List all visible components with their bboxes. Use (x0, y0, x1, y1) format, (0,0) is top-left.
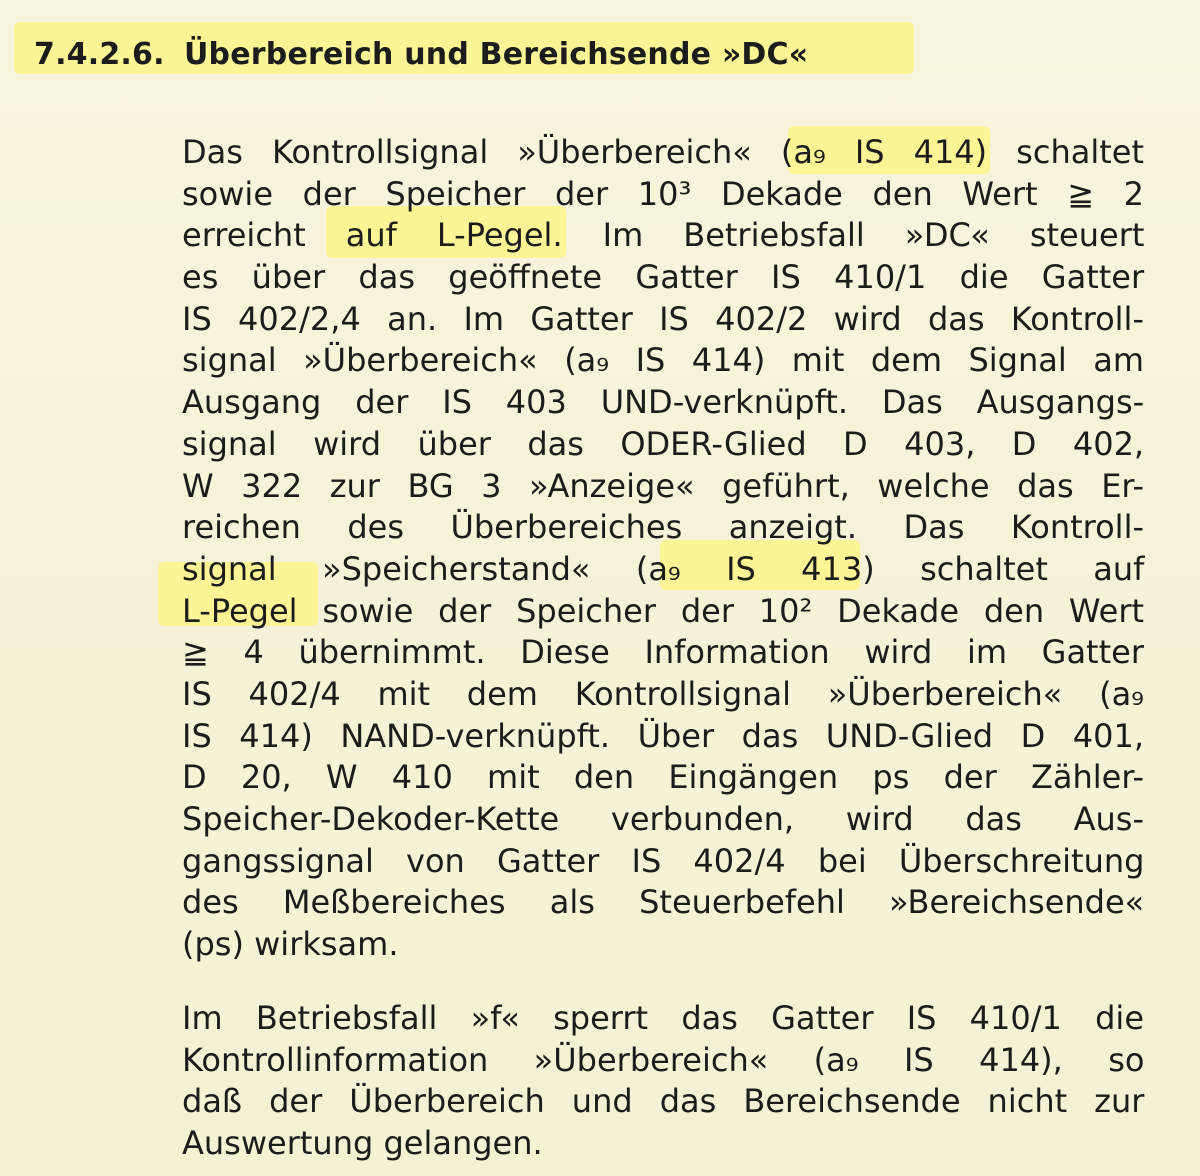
paragraph-1 (182, 132, 1144, 966)
section-number: 7.4.2.6. (34, 37, 165, 72)
text-line: Im Betriebsfall »f« sperrt das Gatter IS 410/1 die (182, 999, 1144, 1037)
text-line: Speicher-Dekoder-Kette verbunden, wird das Aus- (182, 800, 1144, 838)
text-line: signal wird über das ODER-Glied D 403, D 402, (182, 424, 1145, 463)
text-line: IS 402/4 mit dem Kontrollsignal »Überbereich« (a₉ (182, 674, 1144, 713)
text-line: Kontrollinformation »Überbereich« (a₉ IS 414), so (182, 1040, 1145, 1079)
text-line: L-Pegel sowie der Speicher der 10² Dekade den Wert (182, 591, 1145, 630)
text-line: Das Kontrollsignal »Überbereich« (a₉ IS 414) schaltet (182, 133, 1144, 171)
text-line: (ps) wirksam. (182, 925, 399, 964)
text-line: IS 414) NAND-verknüpft. Über das UND-Glied D 401, (182, 716, 1144, 755)
text-line: gangssignal von Gatter IS 402/4 bei Überschreitung (182, 841, 1145, 880)
text-line: reichen des Überbereiches anzeigt. Das Kontroll- (182, 508, 1144, 547)
text-line: sowie der Speicher der 10³ Dekade den Wert ≧ 2 (182, 174, 1144, 213)
section-heading (34, 30, 808, 80)
text-line: D 20, W 410 mit den Eingängen ps der Zähler- (182, 758, 1144, 797)
text-line: erreicht auf L-Pegel. Im Betriebsfall »DC« steuert (182, 216, 1145, 255)
paragraph-2 (182, 998, 1144, 1165)
text-line: signal »Überbereich« (a₉ IS 414) mit dem Signal am (182, 341, 1144, 380)
text-line: des Meßbereiches als Steuerbefehl »Bereichsende« (182, 883, 1145, 922)
text-line: daß der Überbereich und das Bereichsende nicht zur (182, 1082, 1145, 1121)
text-line: W 322 zur BG 3 »Anzeige« geführt, welche das Er- (182, 466, 1145, 505)
text-line: Ausgang der IS 403 UND-verknüpft. Das Ausgangs- (182, 383, 1145, 422)
text-line: IS 402/2,4 an. Im Gatter IS 402/2 wird das Kontroll- (182, 299, 1144, 338)
text-line: es über das geöffnete Gatter IS 410/1 die Gatter (182, 258, 1145, 297)
section-title: Überbereich und Bereichsende »DC« (184, 37, 809, 72)
text-line: Auswertung gelangen. (182, 1124, 543, 1163)
text-line: ≧ 4 übernimmt. Diese Information wird im Gatter (182, 633, 1144, 672)
text-line: signal »Speicherstand« (a₉ IS 413) schaltet auf (182, 549, 1145, 588)
